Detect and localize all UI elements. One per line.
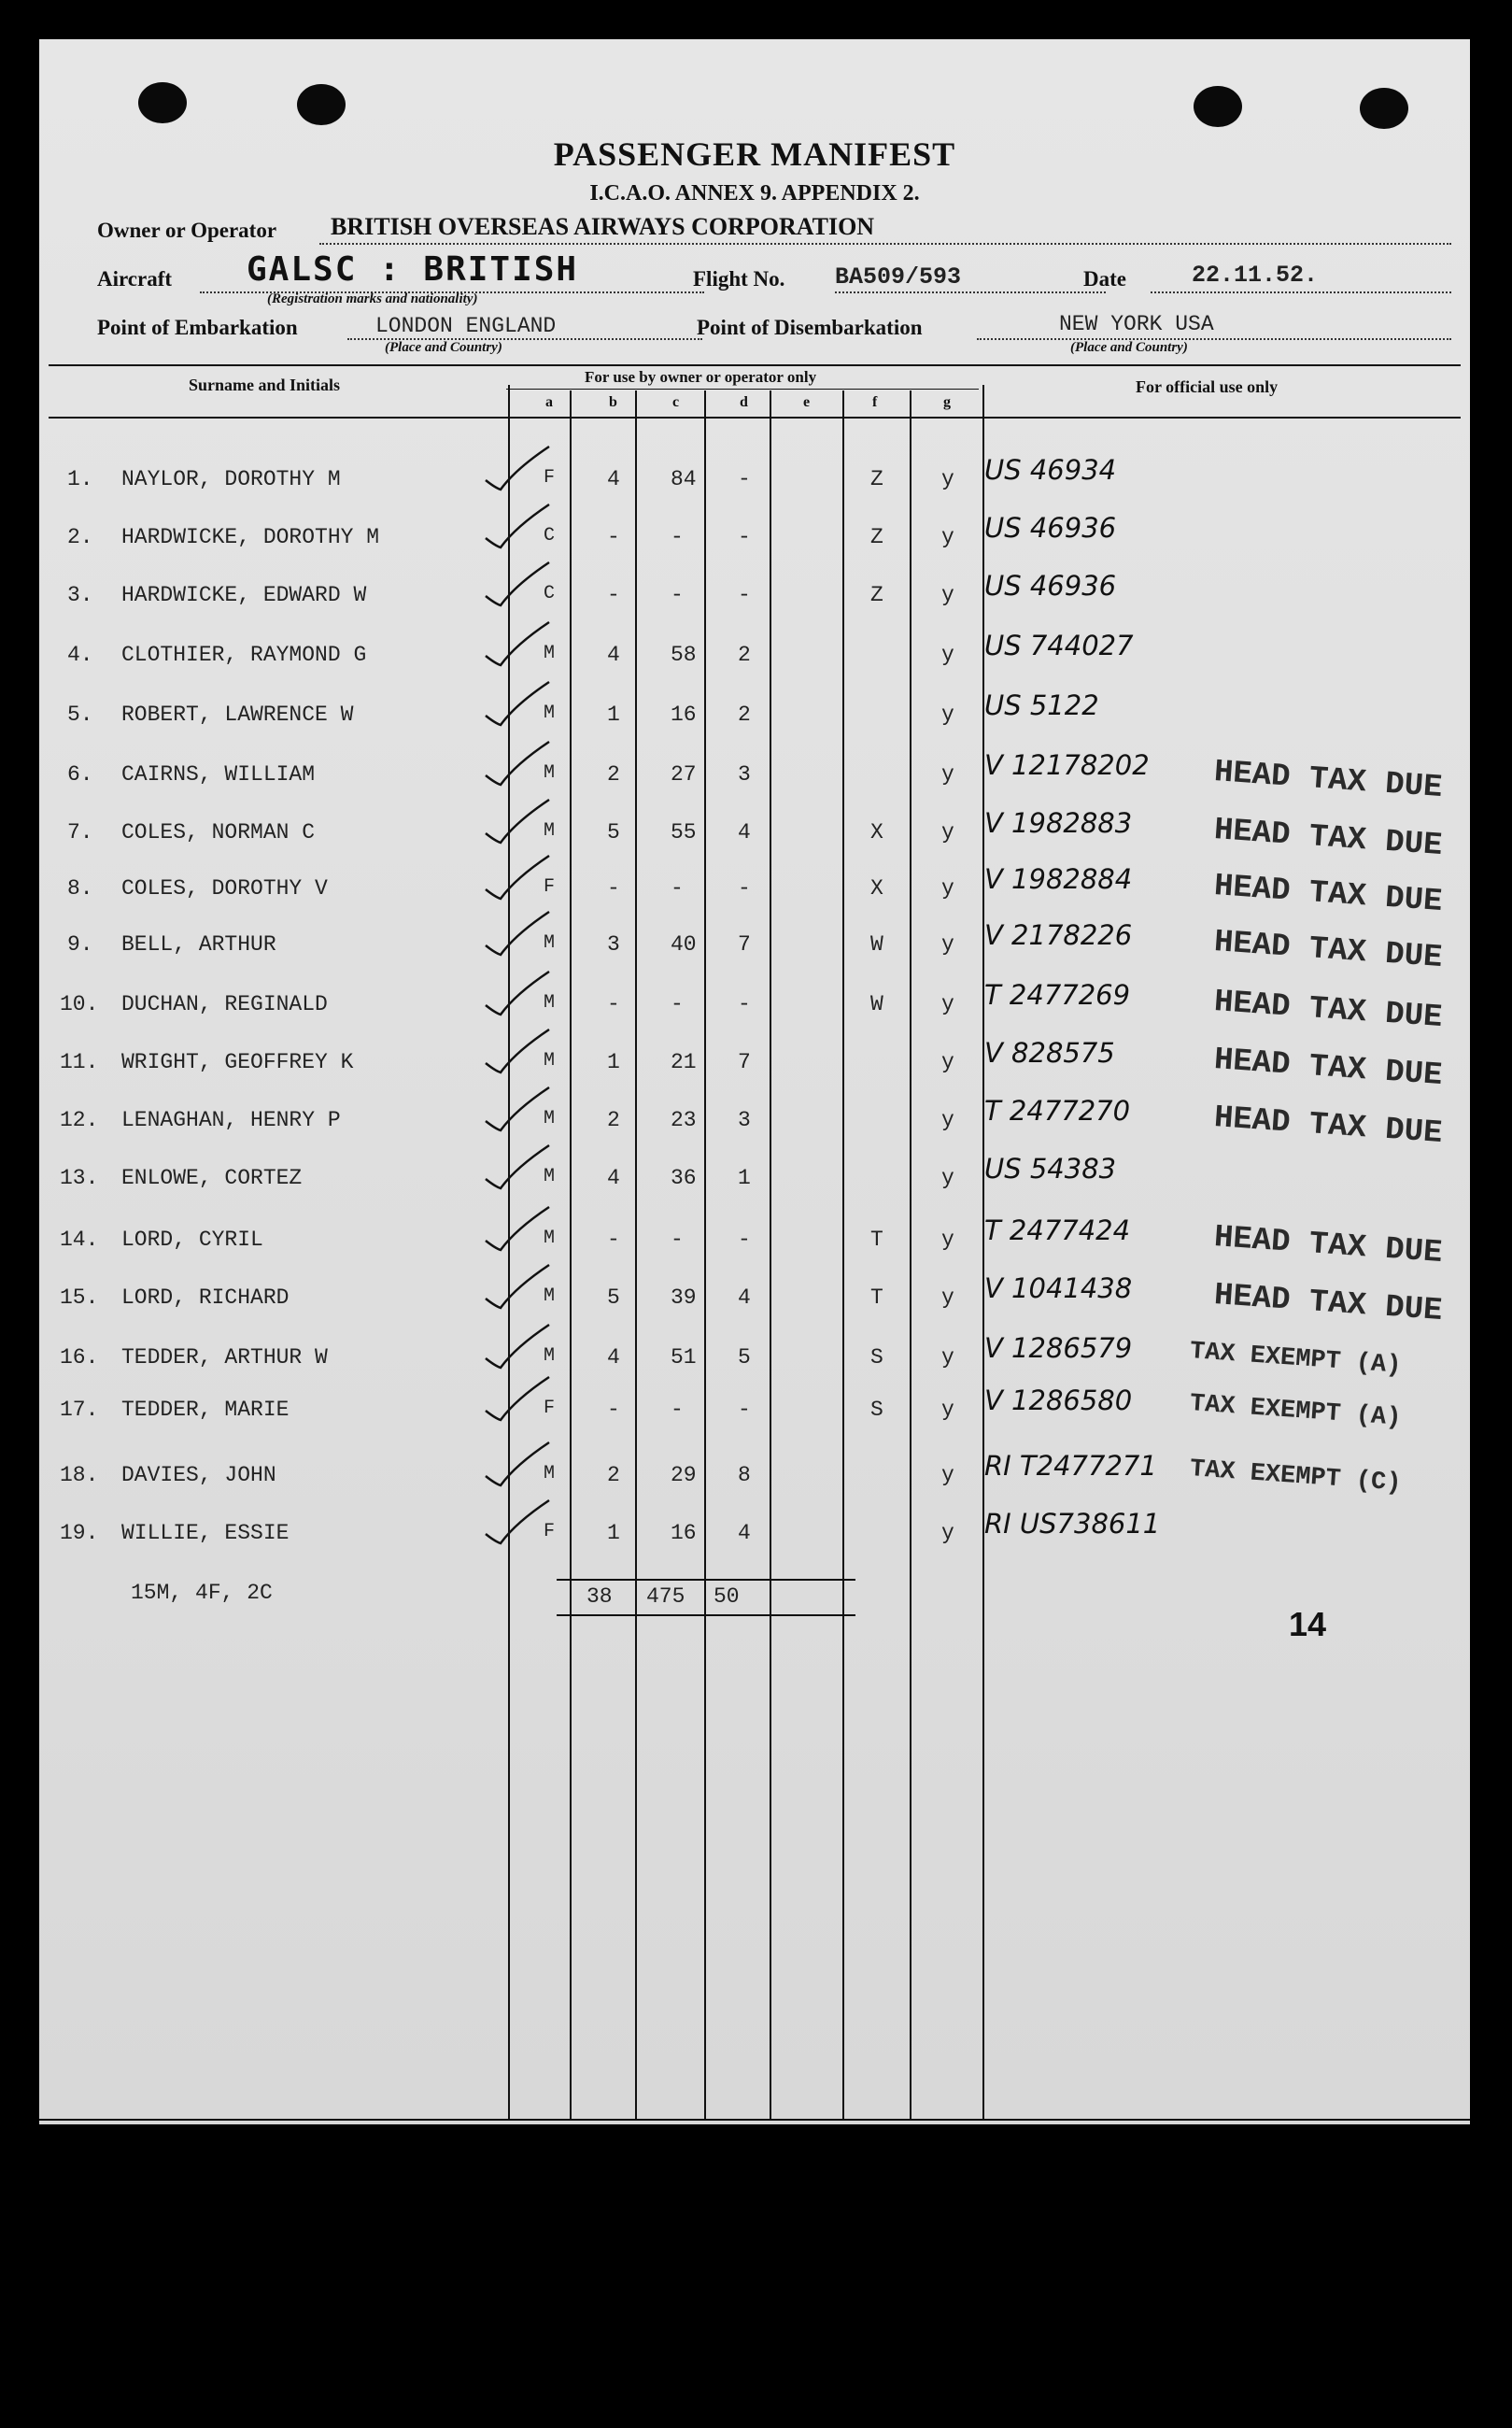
official-passport-number: T 2477269 [984, 979, 1131, 1011]
passenger-name: CLOTHIER, RAYMOND G [121, 643, 367, 667]
cell-g: y [941, 1463, 954, 1487]
cell-b: - [607, 992, 620, 1016]
tax-stamp: HEAD TAX DUE [1212, 1220, 1444, 1272]
tax-stamp: HEAD TAX DUE [1212, 1100, 1444, 1153]
cell-f: Z [870, 467, 883, 491]
passenger-name: LORD, CYRIL [121, 1228, 263, 1252]
passenger-name: TEDDER, ARTHUR W [121, 1345, 328, 1370]
tax-stamp: TAX EXEMPT (C) [1188, 1455, 1403, 1498]
column-letter-a: a [545, 394, 553, 410]
column-divider [635, 390, 637, 2119]
tax-stamp: HEAD TAX DUE [1212, 755, 1444, 807]
row-number: 10. [60, 992, 99, 1016]
cell-d: 4 [738, 1285, 751, 1310]
cell-f: X [870, 876, 883, 901]
cell-a: C [544, 583, 556, 604]
passenger-name: DAVIES, JOHN [121, 1463, 276, 1487]
aircraft-value: GALSC : BRITISH [247, 250, 579, 289]
cell-b: 1 [607, 1050, 620, 1074]
cell-a: M [544, 1166, 556, 1187]
cell-f: S [870, 1398, 883, 1422]
row-number: 5. [67, 703, 93, 727]
passenger-name: BELL, ARTHUR [121, 932, 276, 957]
cell-c: 21 [671, 1050, 697, 1074]
cell-c: - [671, 1228, 684, 1252]
cell-a: F [544, 876, 556, 898]
cell-g: y [941, 762, 954, 787]
check-mark-icon [478, 1437, 556, 1493]
row-number: 15. [60, 1285, 99, 1310]
official-passport-number: V 1982884 [984, 863, 1133, 895]
date-label: Date [1083, 267, 1126, 291]
total-b: 38 [586, 1584, 613, 1609]
row-number: 4. [67, 643, 93, 667]
cell-b: - [607, 876, 620, 901]
tax-stamp: HEAD TAX DUE [1212, 1278, 1444, 1330]
official-passport-number: RI US738611 [984, 1508, 1161, 1540]
cell-d: 4 [738, 1521, 751, 1545]
cell-d: - [738, 525, 751, 549]
cell-c: 36 [671, 1166, 697, 1190]
check-mark-icon [478, 736, 556, 792]
disembark-dotted-line [977, 338, 1451, 340]
official-passport-number: V 12178202 [984, 749, 1150, 781]
cell-f: T [870, 1285, 883, 1310]
tax-stamp: HEAD TAX DUE [1212, 1043, 1444, 1095]
tax-stamp: HEAD TAX DUE [1212, 985, 1444, 1037]
cell-b: 4 [607, 643, 620, 667]
cell-b: 4 [607, 1345, 620, 1370]
passenger-summary: 15M, 4F, 2C [131, 1581, 273, 1605]
totals-bottom-line [557, 1614, 855, 1616]
cell-b: - [607, 1398, 620, 1422]
column-letter-b: b [609, 394, 617, 410]
row-number: 14. [60, 1228, 99, 1252]
cell-d: 4 [738, 820, 751, 845]
row-number: 11. [60, 1050, 99, 1074]
column-divider [704, 390, 706, 2119]
cell-d: 1 [738, 1166, 751, 1190]
cell-d: 5 [738, 1345, 751, 1370]
cell-b: - [607, 583, 620, 607]
punch-hole [297, 84, 346, 125]
cell-b: 4 [607, 467, 620, 491]
cell-d: 3 [738, 762, 751, 787]
cell-a: C [544, 525, 556, 547]
cell-b: - [607, 525, 620, 549]
cell-f: Z [870, 583, 883, 607]
official-passport-number: V 1041438 [984, 1272, 1133, 1304]
official-passport-number: V 2178226 [984, 919, 1133, 951]
embark-note: (Place and Country) [385, 340, 502, 355]
tax-stamp: HEAD TAX DUE [1212, 925, 1444, 977]
row-number: 2. [67, 525, 93, 549]
cell-b: 5 [607, 820, 620, 845]
check-mark-icon [478, 850, 556, 906]
cell-a: M [544, 1463, 556, 1484]
cell-g: y [941, 1228, 954, 1252]
cell-a: M [544, 643, 556, 664]
check-mark-icon [478, 906, 556, 962]
aircraft-label: Aircraft [97, 267, 173, 291]
owner-dotted-line [319, 243, 1451, 245]
row-number: 6. [67, 762, 93, 787]
column-divider [910, 390, 911, 2119]
official-use-header: For official use only [1136, 377, 1279, 396]
cell-a: M [544, 703, 556, 724]
cell-c: - [671, 525, 684, 549]
cell-a: M [544, 992, 556, 1014]
cell-a: M [544, 1228, 556, 1249]
surname-header: Surname and Initials [189, 376, 341, 394]
cell-a: M [544, 1050, 556, 1072]
cell-f: X [870, 820, 883, 845]
row-number: 1. [67, 467, 93, 491]
check-mark-icon [478, 1201, 556, 1257]
aircraft-note: (Registration marks and nationality) [267, 291, 478, 306]
cell-c: 23 [671, 1108, 697, 1132]
cell-a: F [544, 1398, 556, 1419]
cell-d: 2 [738, 643, 751, 667]
cell-b: 4 [607, 1166, 620, 1190]
cell-g: y [941, 525, 954, 549]
passenger-name: WRIGHT, GEOFFREY K [121, 1050, 354, 1074]
row-number: 18. [60, 1463, 99, 1487]
cell-d: - [738, 1228, 751, 1252]
cell-b: - [607, 1228, 620, 1252]
row-number: 8. [67, 876, 93, 901]
cell-d: 3 [738, 1108, 751, 1132]
cell-g: y [941, 703, 954, 727]
cell-g: y [941, 1108, 954, 1132]
official-passport-number: V 1982883 [984, 807, 1133, 839]
cell-b: 2 [607, 762, 620, 787]
cell-b: 2 [607, 1108, 620, 1132]
cell-c: - [671, 583, 684, 607]
cell-a: M [544, 1345, 556, 1367]
table-top-line [49, 364, 1461, 366]
row-number: 7. [67, 820, 93, 845]
check-mark-icon [478, 617, 556, 673]
tax-stamp: HEAD TAX DUE [1212, 869, 1444, 921]
cell-a: M [544, 932, 556, 954]
column-letter-c: c [672, 394, 680, 410]
check-mark-icon [478, 1024, 556, 1080]
cell-b: 3 [607, 932, 620, 957]
cell-g: y [941, 1398, 954, 1422]
cell-a: F [544, 1521, 556, 1542]
cell-a: M [544, 1285, 556, 1307]
embark-label: Point of Embarkation [97, 316, 298, 339]
cell-g: y [941, 1166, 954, 1190]
sheet-bottom-line [39, 2119, 1470, 2121]
passenger-name: CAIRNS, WILLIAM [121, 762, 316, 787]
check-mark-icon [478, 499, 556, 555]
cell-g: y [941, 1285, 954, 1310]
passenger-name: COLES, DOROTHY V [121, 876, 328, 901]
check-mark-icon [478, 966, 556, 1022]
cell-f: T [870, 1228, 883, 1252]
row-number: 13. [60, 1166, 99, 1190]
check-mark-icon [478, 441, 556, 497]
official-passport-number: V 1286579 [984, 1332, 1133, 1364]
column-divider [842, 390, 844, 2119]
cell-g: y [941, 583, 954, 607]
cell-g: y [941, 932, 954, 957]
column-letter-g: g [943, 394, 951, 410]
tax-stamp: TAX EXEMPT (A) [1188, 1390, 1403, 1433]
flight-value: BA509/593 [835, 263, 962, 291]
official-passport-number: T 2477270 [984, 1095, 1131, 1127]
cell-a: M [544, 1108, 556, 1129]
tax-stamp: HEAD TAX DUE [1212, 813, 1444, 865]
cell-g: y [941, 1345, 954, 1370]
official-passport-number: US 46936 [984, 570, 1117, 602]
cell-d: - [738, 992, 751, 1016]
column-letter-f: f [872, 394, 878, 410]
official-passport-number: US 46936 [984, 512, 1117, 544]
cell-g: y [941, 992, 954, 1016]
cell-g: y [941, 1521, 954, 1545]
cell-c: 55 [671, 820, 697, 845]
cell-d: - [738, 467, 751, 491]
row-number: 12. [60, 1108, 99, 1132]
cell-d: 7 [738, 932, 751, 957]
table-header-line [49, 417, 1461, 419]
cell-c: 27 [671, 762, 697, 787]
cell-f: S [870, 1345, 883, 1370]
date-value: 22.11.52. [1192, 262, 1319, 289]
row-number: 16. [60, 1345, 99, 1370]
row-number: 17. [60, 1398, 99, 1422]
passenger-name: LORD, RICHARD [121, 1285, 290, 1310]
cell-c: 58 [671, 643, 697, 667]
cell-g: y [941, 876, 954, 901]
column-divider [570, 390, 572, 2119]
check-mark-icon [478, 794, 556, 850]
check-mark-icon [478, 557, 556, 613]
cell-c: 84 [671, 467, 697, 491]
passenger-name: HARDWICKE, DOROTHY M [121, 525, 380, 549]
row-number: 19. [60, 1521, 99, 1545]
cell-f: W [870, 932, 883, 957]
date-dotted-line [1151, 291, 1451, 293]
cell-b: 1 [607, 1521, 620, 1545]
page-subtitle: I.C.A.O. ANNEX 9. APPENDIX 2. [589, 181, 920, 206]
row-number: 3. [67, 583, 93, 607]
official-passport-number: V 1286580 [984, 1384, 1133, 1416]
owner-value: BRITISH OVERSEAS AIRWAYS CORPORATION [331, 213, 875, 240]
official-passport-number: US 54383 [984, 1153, 1117, 1185]
owner-use-underline [506, 389, 979, 390]
official-passport-number: V 828575 [984, 1037, 1115, 1069]
cell-d: - [738, 1398, 751, 1422]
cell-c: 29 [671, 1463, 697, 1487]
page-title: PASSENGER MANIFEST [553, 135, 956, 173]
embark-value: LONDON ENGLAND [375, 314, 557, 338]
cell-d: - [738, 876, 751, 901]
passenger-name: WILLIE, ESSIE [121, 1521, 290, 1545]
cell-c: 40 [671, 932, 697, 957]
flight-label: Flight No. [693, 267, 785, 291]
cell-g: y [941, 1050, 954, 1074]
disembark-value: NEW YORK USA [1059, 312, 1214, 336]
tax-stamp: TAX EXEMPT (A) [1188, 1338, 1403, 1381]
row-number: 9. [67, 932, 93, 957]
total-c: 475 [646, 1584, 685, 1609]
cell-b: 5 [607, 1285, 620, 1310]
check-mark-icon [478, 1495, 556, 1551]
check-mark-icon [478, 1371, 556, 1427]
official-passport-number: US 46934 [984, 454, 1117, 486]
page-number: 14 [1289, 1605, 1327, 1643]
check-mark-icon [478, 1319, 556, 1375]
cell-d: - [738, 583, 751, 607]
total-d: 50 [714, 1584, 740, 1609]
check-mark-icon [478, 1082, 556, 1138]
owner-use-header: For use by owner or operator only [585, 368, 817, 386]
cell-c: - [671, 992, 684, 1016]
cell-c: - [671, 1398, 684, 1422]
passenger-name: LENAGHAN, HENRY P [121, 1108, 341, 1132]
totals-top-line [557, 1579, 855, 1581]
cell-c: 16 [671, 1521, 697, 1545]
cell-b: 1 [607, 703, 620, 727]
passenger-name: DUCHAN, REGINALD [121, 992, 328, 1016]
punch-hole [138, 82, 187, 123]
disembark-label: Point of Disembarkation [697, 316, 923, 339]
cell-c: 51 [671, 1345, 697, 1370]
official-passport-number: US 5122 [984, 689, 1099, 721]
check-mark-icon [478, 676, 556, 732]
official-passport-number: T 2477424 [984, 1214, 1131, 1246]
cell-d: 2 [738, 703, 751, 727]
column-letter-e: e [803, 394, 811, 410]
cell-a: F [544, 467, 556, 489]
cell-g: y [941, 643, 954, 667]
cell-c: 39 [671, 1285, 697, 1310]
punch-hole [1194, 86, 1242, 127]
cell-g: y [941, 820, 954, 845]
cell-g: y [941, 467, 954, 491]
cell-c: 16 [671, 703, 697, 727]
punch-hole [1360, 88, 1408, 129]
check-mark-icon [478, 1140, 556, 1196]
check-mark-icon [478, 1259, 556, 1315]
passenger-name: HARDWICKE, EDWARD W [121, 583, 367, 607]
cell-f: W [870, 992, 883, 1016]
official-passport-number: RI T2477271 [984, 1450, 1157, 1482]
passenger-name: ENLOWE, CORTEZ [121, 1166, 303, 1190]
column-divider [770, 390, 771, 2119]
passenger-name: TEDDER, MARIE [121, 1398, 290, 1422]
manifest-sheet [39, 39, 1470, 2124]
cell-a: M [544, 820, 556, 842]
disembark-note: (Place and Country) [1070, 340, 1188, 355]
cell-d: 7 [738, 1050, 751, 1074]
cell-c: - [671, 876, 684, 901]
passenger-name: NAYLOR, DOROTHY M [121, 467, 341, 491]
official-passport-number: US 744027 [984, 630, 1134, 661]
cell-f: Z [870, 525, 883, 549]
passenger-name: ROBERT, LAWRENCE W [121, 703, 354, 727]
cell-a: M [544, 762, 556, 784]
cell-b: 2 [607, 1463, 620, 1487]
owner-label: Owner or Operator [97, 219, 277, 242]
passenger-name: COLES, NORMAN C [121, 820, 316, 845]
flight-dotted-line [835, 291, 1106, 293]
column-letter-d: d [740, 394, 748, 410]
cell-d: 8 [738, 1463, 751, 1487]
